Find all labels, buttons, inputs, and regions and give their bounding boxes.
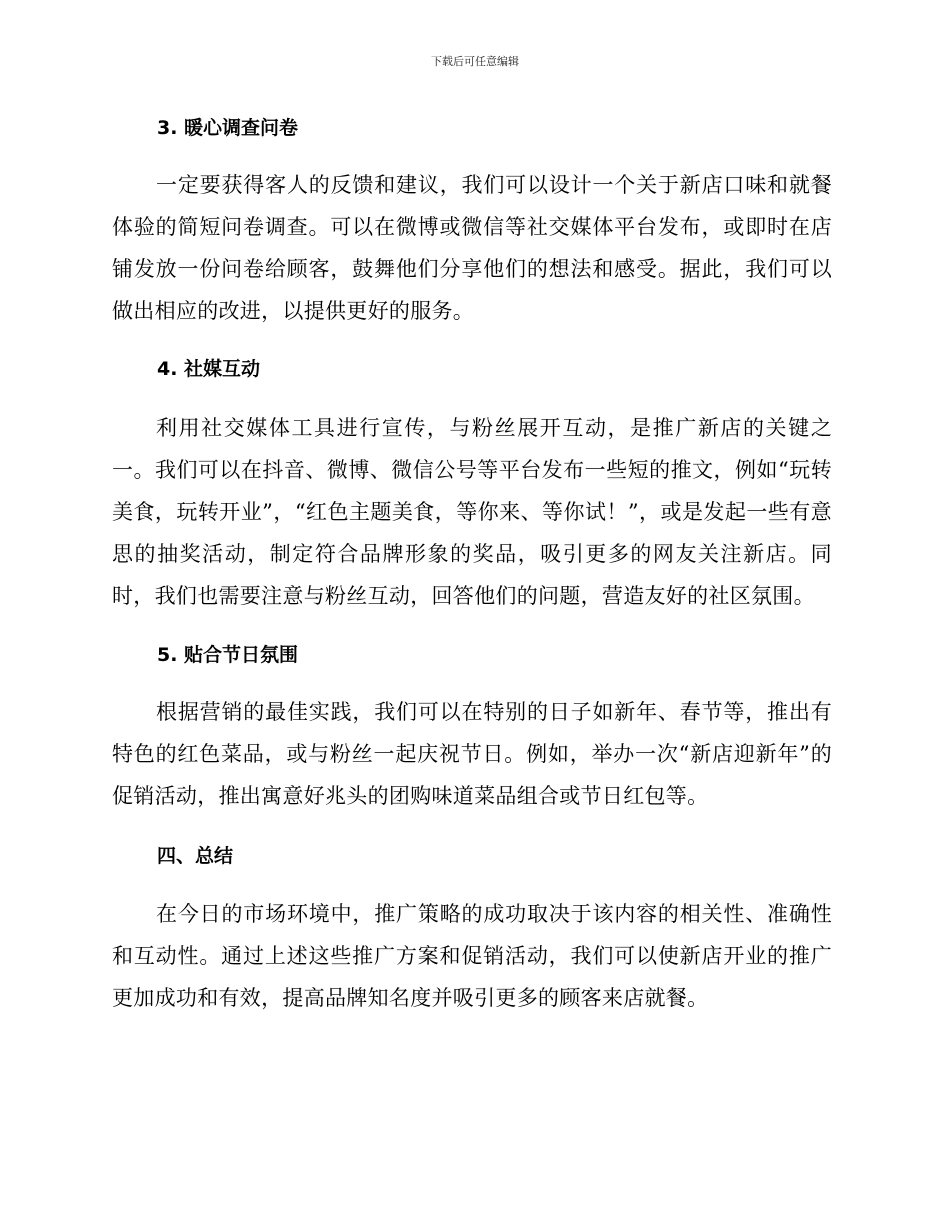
page-header: 下载后可任意编辑: [431, 55, 519, 68]
section-heading-summary: 四、总结: [157, 845, 234, 867]
document-body: [112, 104, 832, 1019]
section-heading-social-media: 4. 社媒互动: [157, 358, 261, 380]
section-paragraph-survey: 一定要获得客人的反馈和建议，我们可以设计一个关于新店口味和就餐体验的简短问卷调查。可以在微博或微信等社交媒体平台发布，或即时在店铺发放一份问卷给顾客，鼓舞他们分享他们的想法和感受。据此，我们可以做出相应的改进，以提供更好的服务。: [112, 173, 832, 323]
section-heading-holiday: 5. 贴合节日氛围: [157, 644, 299, 666]
section-paragraph-summary: 在今日的市场环境中，推广策略的成功取决于该内容的相关性、准确性和互动性。通过上述这些推广方案和促销活动，我们可以使新店开业的推广更加成功和有效，提高品牌知名度并吸引更多的顾客来店就餐。: [112, 902, 832, 1010]
section-paragraph-holiday: 根据营销的最佳实践，我们可以在特别的日子如新年、春节等，推出有特色的红色菜品，或与粉丝一起庆祝节日。例如，举办一次“新店迎新年”的促销活动，推出寓意好兆头的团购味道菜品组合或节日红包等。: [112, 700, 832, 808]
section-heading-survey: 3. 暖心调查问卷: [157, 117, 299, 139]
section-paragraph-social-media: 利用社交媒体工具进行宣传，与粉丝展开互动，是推广新店的关键之一。我们可以在抖音、微博、微信公号等平台发布一些短的推文，例如“玩转美食，玩转开业”，“红色主题美食，等你来、等你试！”，或是发起一些有意思的抽奖活动，制定符合品牌形象的奖品，吸引更多的网友关注新店。同时，我们也需要注意与粉丝互动，回答他们的问题，营造友好的社区氛围。: [112, 416, 832, 608]
